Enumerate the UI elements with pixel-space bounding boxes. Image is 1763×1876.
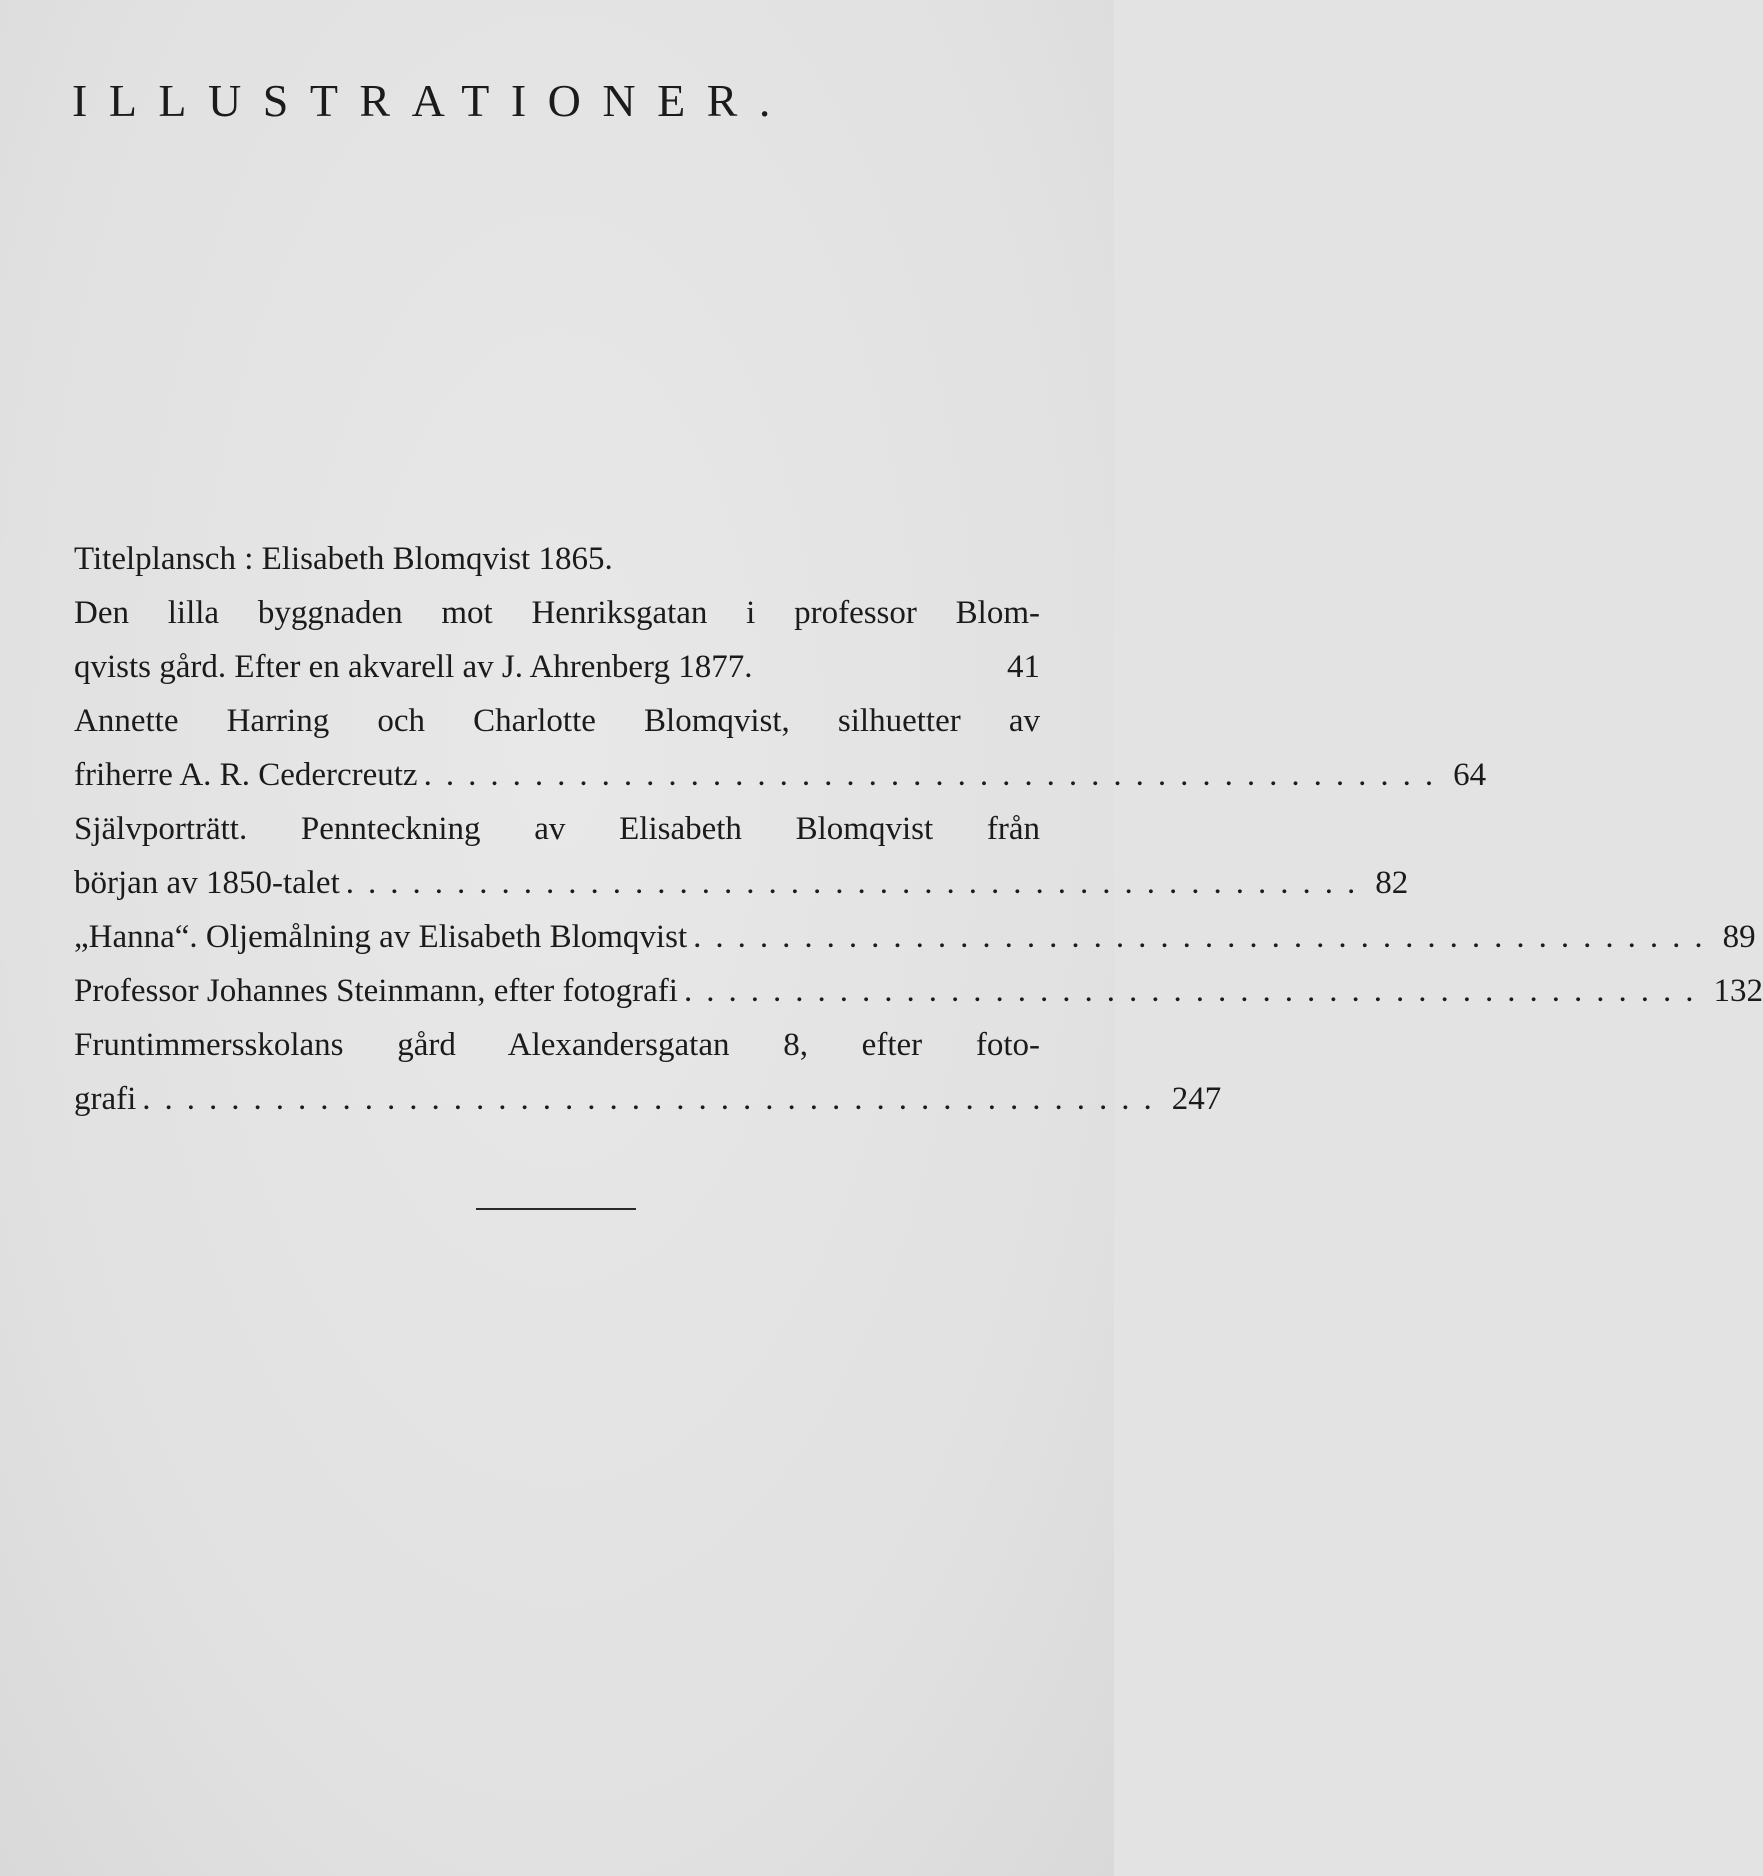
list-item	[74, 532, 1040, 586]
page-number: 89	[1722, 919, 1756, 955]
entry-text: „Hanna“. Oljemålning av Elisabeth Blomqvist	[74, 919, 688, 955]
list-item-continuation	[74, 856, 1409, 910]
entry-text: Titelplansch : Elisabeth Blomqvist 1865.	[74, 541, 613, 577]
dot-leader: ..............................................	[345, 865, 1370, 901]
entry-text: Den lilla byggnaden mot Henriksgatan i professor Blom-	[74, 595, 1040, 631]
section-divider	[476, 1208, 636, 1210]
page-title: ILLUSTRATIONER.	[72, 75, 792, 126]
page-number: 82	[1375, 865, 1409, 901]
dot-leader: ..............................................	[693, 919, 1717, 955]
entry-text: Annette Harring och Charlotte Blomqvist, silhuetter av	[74, 703, 1040, 739]
entry-text: Självporträtt. Pennteckning av Elisabeth Blomqvist från	[74, 811, 1040, 847]
entry-text: början av 1850-talet	[74, 865, 340, 901]
list-item	[74, 694, 1040, 748]
entry-text: qvists gård. Efter en akvarell av J. Ahrenberg 1877.	[74, 649, 753, 685]
entry-text: friherre A. R. Cedercreutz	[74, 757, 418, 793]
list-item	[74, 910, 1756, 964]
list-item	[74, 964, 1763, 1018]
page-number: 247	[1171, 1081, 1222, 1117]
list-item	[74, 586, 1040, 640]
entry-text: Professor Johannes Steinmann, efter fotografi	[74, 973, 678, 1009]
list-item	[74, 802, 1040, 856]
illustrations-list	[74, 532, 1763, 1126]
entry-text: Fruntimmersskolans gård Alexandersgatan 8, efter foto-	[74, 1027, 1040, 1063]
page-number: 64	[1453, 757, 1487, 793]
page-number: 132	[1713, 973, 1763, 1009]
dot-leader: ..............................................	[423, 757, 1448, 793]
dot-leader: ..............................................	[683, 973, 1708, 1009]
list-item-continuation	[74, 748, 1487, 802]
list-item-continuation	[74, 1072, 1222, 1126]
page-number: 41	[1007, 649, 1040, 685]
list-item-continuation	[74, 640, 1040, 694]
list-item	[74, 1018, 1040, 1072]
entry-text: grafi	[74, 1081, 137, 1117]
dot-leader: ..............................................	[142, 1081, 1166, 1117]
